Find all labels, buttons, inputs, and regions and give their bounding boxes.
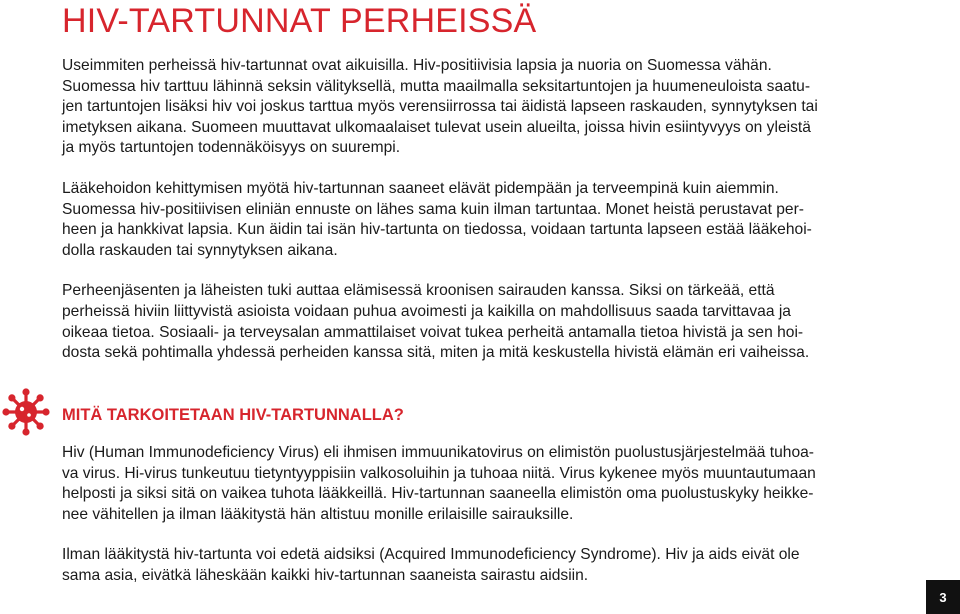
page-title: HIV-TARTUNNAT PERHEISSÄ	[62, 2, 537, 40]
paragraph-2: Lääkehoidon kehittymisen myötä hiv-tartunnan saaneet elävät pidempään ja terveempinä kuin aiemmin. Suomessa hiv-positiivisen eliniän ennuste on lähes sama kuin ilman tartuntaa. Monet heistä perustavat per- heen ja hankkivat lapsia. Kun äidin tai isän hiv-tartunta on tiedossa, voidaan tartunta lapseen estää lääkehoi- dolla raskauden tai synnytyksen aikana.	[62, 179, 812, 259]
section-heading: MITÄ TARKOITETAAN HIV-TARTUNNALLA?	[62, 406, 404, 424]
virus-icon	[2, 388, 50, 436]
page-number-badge: 3	[926, 580, 960, 614]
section-paragraph-1: Hiv (Human Immunodeficiency Virus) eli ihmisen immuunikatovirus on elimistön puolustusjärjestelmää tuhoa- va virus. Hi-virus tunkeutuu tietyntyyppisiin valkosoluihin ja tuhoaa niitä. Virus kykenee myös muuntautumaan helposti ja siksi sitä on vaikea tuhota lääkkeillä. Hiv-tartunnan saaneella elimistön oma puolustuskyky heikke- nee vähitellen ja ilman lääkitystä hän altistuu monille erilaisille sairauksille.	[62, 444, 816, 523]
paragraph-3: Perheenjäsenten ja läheisten tuki auttaa elämisessä kroonisen sairauden kanssa. Siksi on tärkeää, että perheissä hiviin liittyvistä asioista voidaan puhua avoimesti ja kaikilla on mahdollisuus saada tarvittavaa ja oikeaa tietoa. Sosiaali- ja terveysalan ammattilaiset voivat tukea perheitä antamalla tietoa hivistä ja sen hoi- dosta sekä pohtimalla yhdessä perheiden kanssa sitä, miten ja mitä keskustella hivistä elämän eri vaiheissa.	[62, 282, 810, 362]
section-text	[62, 443, 882, 587]
paragraph-1: Useimmiten perheissä hiv-tartunnat ovat aikuisilla. Hiv-positiivisia lapsia ja nuoria on Suomessa vähän. Suomessa hiv tarttuu lähinnä seksin välityksellä, mutta maailmalla seksitartuntojen ja huumeneuloista saatu- jen tartuntojen lisäksi hiv voi joskus tarttua myös verensiirrossa tai äidistä lapseen raskauden, synnytyksen tai imetyksen aikana. Suomeen muuttavat ulkomaalaiset tulevat usein alueilta, joissa hivin esiintyvyys on yleistä ja myös tartuntojen todennäköisyys on suurempi.	[62, 57, 818, 157]
section-paragraph-2: Ilman lääkitystä hiv-tartunta voi edetä aidsiksi (Acquired Immunodeficiency Syndrome). Hiv ja aids eivät ole sama asia, eivätkä läheskään kaikki hiv-tartunnan saaneista sairastu aidsiin.	[62, 546, 800, 584]
intro-text	[62, 56, 882, 364]
